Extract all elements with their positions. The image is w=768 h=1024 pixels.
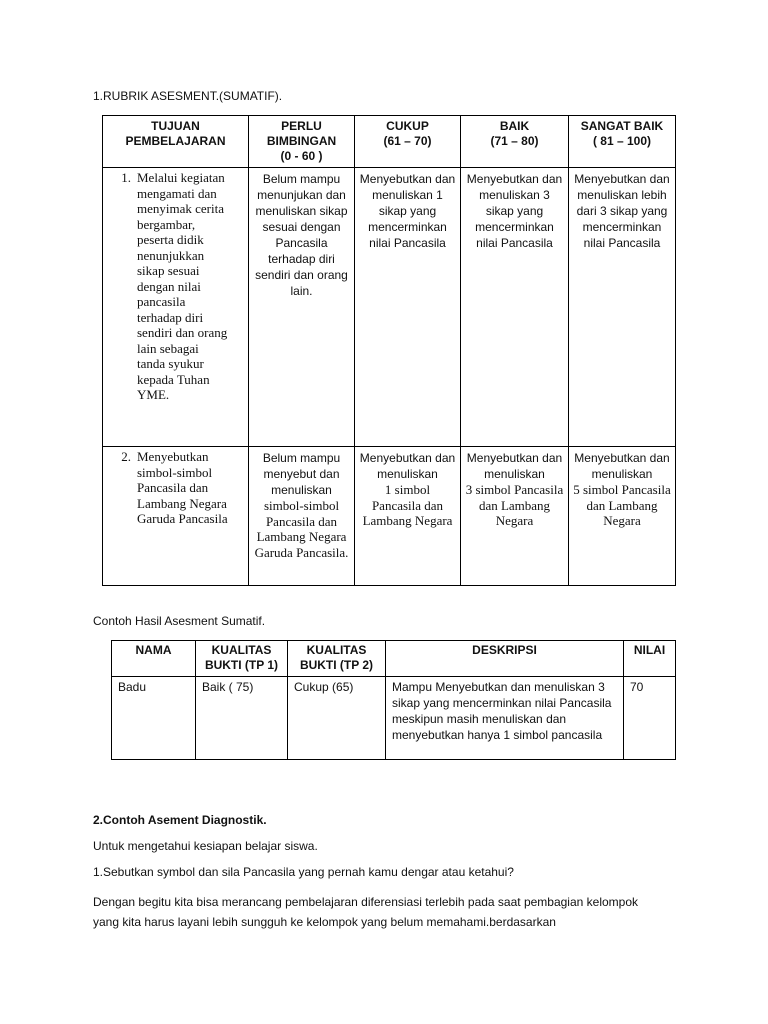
rubric-cell-perlu-1: Belum mampu menunjukan dan menuliskan sikap sesuai dengan Pancasila terhadap diri sendiri dan orang lain. <box>249 168 355 447</box>
result-header-tp2: KUALITAS BUKTI (TP 2) <box>288 641 386 677</box>
result-header-tp1: KUALITAS BUKTI (TP 1) <box>196 641 288 677</box>
result-cell-tp1: Baik ( 75) <box>196 677 288 760</box>
rubric-goal-text: Menyebutkan simbol-simbol Pancasila dan Lambang Negara Garuda Pancasila <box>137 449 228 526</box>
rubric-goal-text: Melalui kegiatan mengamati dan menyimak cerita bergambar, peserta didik nenunjukkan sikap sesuai dengan nilai pancasila terhadap diri sendiri dan orang lain sebagai tanda syukur kepada Tuhan YME. <box>137 170 228 402</box>
result-cell-nilai: 70 <box>624 677 676 760</box>
rubric-cell-text: Menyebutkan dan menuliskan <box>574 451 670 481</box>
result-table <box>111 640 676 760</box>
rubric-cell-baik-1: Menyebutkan dan menuliskan 3 sikap yang mencerminkan nilai Pancasila <box>461 168 569 447</box>
rubric-cell-perlu-2 <box>249 447 355 586</box>
paragraph-conclusion: Dengan begitu kita bisa merancang pembelajaran diferensiasi terlebih pada saat pembagian kelompok yang kita harus layani lebih sungguh ke kelompok yang belum memahami.berdasarkan <box>93 895 639 929</box>
rubric-header-baik: BAIK (71 – 80) <box>461 116 569 168</box>
rubric-cell-text: 1 simbol Pancasila dan Lambang Negara <box>362 482 453 528</box>
rubric-cell-sangat-baik-2 <box>569 447 676 586</box>
result-cell-deskripsi: Mampu Menyebutkan dan menuliskan 3 sikap yang mencerminkan nilai Pancasila meskipun masih menuliskan dan menyebutkan hanya 1 simbol pancasila <box>386 677 624 760</box>
rubric-header-cukup: CUKUP (61 – 70) <box>355 116 461 168</box>
result-header-deskripsi: DESKRIPSI <box>386 641 624 677</box>
rubric-header-row <box>103 116 676 168</box>
result-header-nama: NAMA <box>112 641 196 677</box>
section-2-title: 2.Contoh Asement Diagnostik. <box>93 813 267 827</box>
result-header-row <box>112 641 676 677</box>
result-cell-tp2: Cukup (65) <box>288 677 386 760</box>
example-title: Contoh Hasil Asesment Sumatif. <box>93 614 266 628</box>
rubric-goal-number: 2. <box>121 449 131 464</box>
paragraph-readiness: Untuk mengetahui kesiapan belajar siswa. <box>93 839 318 853</box>
result-row <box>112 677 676 760</box>
rubric-goal-number: 1. <box>121 170 131 185</box>
rubric-cell-baik-2 <box>461 447 569 586</box>
rubric-goal-2 <box>103 447 249 586</box>
rubric-cell-text: Menyebutkan dan menuliskan <box>466 451 563 481</box>
result-cell-nama: Badu <box>112 677 196 760</box>
rubric-cell-text: Menyebutkan dan menuliskan <box>359 451 456 481</box>
rubric-cell-text: 3 simbol Pancasila dan Lambang Negara <box>465 482 564 528</box>
rubric-header-tujuan: TUJUAN PEMBELAJARAN <box>103 116 249 168</box>
rubric-row-2 <box>103 447 676 586</box>
rubric-row-1 <box>103 168 676 447</box>
rubric-cell-cukup-2 <box>355 447 461 586</box>
result-header-nilai: NILAI <box>624 641 676 677</box>
rubric-header-perlu: PERLU BIMBINGAN (0 - 60 ) <box>249 116 355 168</box>
rubric-goal-1 <box>103 168 249 447</box>
rubric-cell-sangat-baik-1: Menyebutkan dan menuliskan lebih dari 3 sikap yang mencerminkan nilai Pancasila <box>569 168 676 447</box>
rubric-cell-text: Belum mampu menyebut dan menuliskan <box>262 451 341 497</box>
paragraph-question: 1.Sebutkan symbol dan sila Pancasila yang pernah kamu dengar atau ketahui? <box>93 865 514 879</box>
rubric-cell-text: simbol-simbol Pancasila dan Lambang Negara Garuda Pancasila. <box>254 498 349 560</box>
rubric-cell-cukup-1: Menyebutkan dan menuliskan 1 sikap yang mencerminkan nilai Pancasila <box>355 168 461 447</box>
rubric-header-sangat-baik: SANGAT BAIK ( 81 – 100) <box>569 116 676 168</box>
section-1-title: 1.RUBRIK ASESMENT.(SUMATIF). <box>93 89 283 103</box>
rubric-table <box>102 115 676 586</box>
rubric-cell-text: 5 simbol Pancasila dan Lambang Negara <box>573 482 671 528</box>
